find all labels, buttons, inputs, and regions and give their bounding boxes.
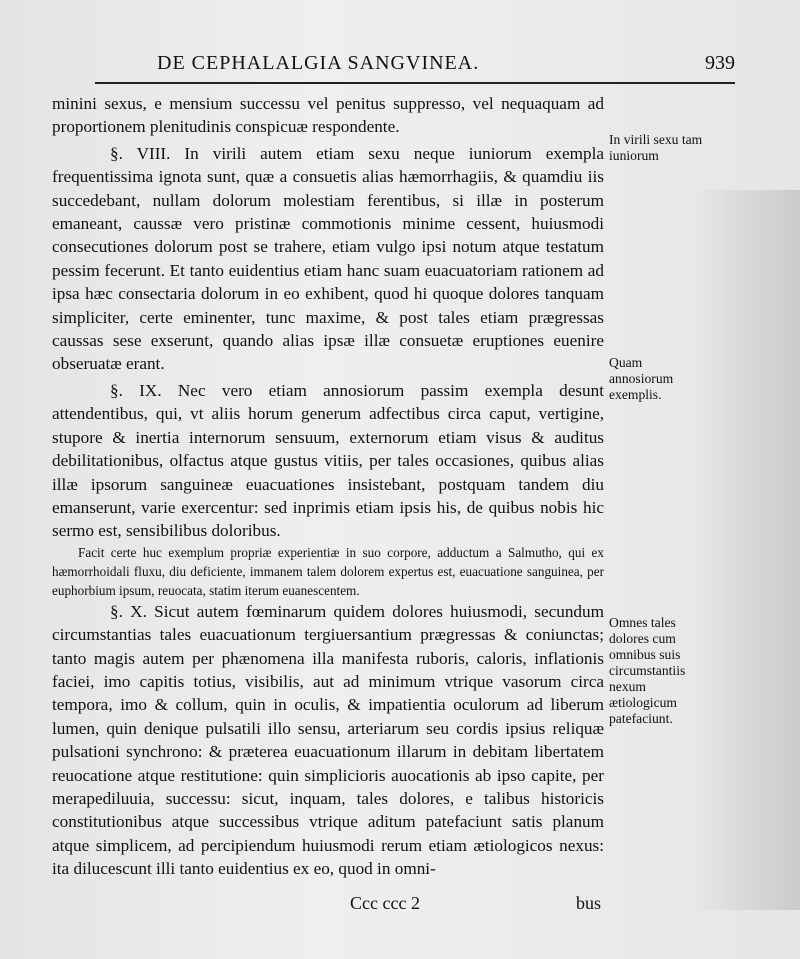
- main-text-column: [52, 92, 604, 881]
- margin-note-omnes: Omnes tales dolores cum omnibus suis circumstantiis nexum ætiologicum patefaciunt.: [609, 615, 686, 726]
- margin-note-annosiorum: Quam annosiorum exemplis.: [609, 355, 674, 402]
- paragraph-section-10: §. X. Sicut autem fœminarum quidem dolores huiusmodi, secundum circumstantias tales euacuationum tergiuersantium prægressas & coniunctas; tanto magis autem per phænomena illa manifesta ruboris, caloris, inflationis faciei, imo capitis totius, visibilis, aut ad minimum vtrique vasorum circa tempora, imo & collum, quin in oculis, & impatientia oculorum ad liberum lumen, quin denique pulsatili illo sensu, arteriarum seu cordis ipsius reliquæ pulsationi synchrono: & præterea euacuationum illarum in debitam libertatem reuocatione atque restitutione: quin simplicioris auocationis ab ipso capite, per merapediluuia, successu: sicut, inquam, tales dolores, e talibus historicis constitutionibus atque successibus vtrique aditum patefaciunt satis planum atque simplicem, ad percipiendum huiusmodi rerum etiam ætiologicos nexus: ita dilucescunt illi tanto euidentius ex eo, quod in omni-: [52, 601, 604, 879]
- paragraph-section-8: §. VIII. In virili autem etiam sexu neque iuniorum exempla frequentissima ignota sunt, quæ a consuetis alias hæmorrhagiis, & quamdiu iis succedebant, nullam dolorum molestiam ferentibus, si illæ in posterum emaneant, caussæ vero pristinæ commotionis minime cessent, huiusmodi consecutiones dolorum post se trahere, etiam vulgo ipsi notum atque testatum pessim fecerunt. Et tanto euidentius etiam hanc suam euacuatoriam rationem ad ipsa hæc consectaria dolorum in eo exhibent, quod hi quoque dolores tanquam simpliciter, certe eminenter, tunc maxime, & post tales etiam prægressas caussas sese exserunt, quando alias ipsæ illæ consuetæ eruptiones euenire obseruatæ erant.: [52, 143, 604, 374]
- paragraph-section-9: §. IX. Nec vero etiam annosiorum passim exempla desunt attendentibus, qui, vt aliis horum generum adfectibus circa caput, vertigine, stupore & inertia internorum sensuum, externorum etiam visus & auditus debilitationibus, olfactus atque gustus vitiis, per tales occasiones, quibus alias illæ ipsorum sanguineæ euacuationes insistebant, postquam tandem diu emanserunt, varie exercentur: sed inprimis etiam ipsis his, de quibus nobis hic sermo est, sensibilibus doloribus.: [52, 380, 604, 541]
- paragraph-continuation: minini sexus, e mensium successu vel penitus suppresso, vel nequaquam ad proportionem plenitudinis conspicuæ respondente.: [52, 94, 604, 137]
- margin-note-virili: In virili sexu tam iuniorum: [609, 132, 703, 163]
- footnote-salmuthus: Facit certe huc exemplum propriæ experientiæ in suo corpore, adductum a Salmutho, qui ex hæmorrhoidali fluxu, diu deficiente, immanem talem dolorem expertus est, euacuatione sanguinea, per euphorbium ipsum, reuocata, statim iterum euanescentem.: [52, 544, 604, 598]
- page-number: 939: [705, 52, 735, 74]
- running-title: DE CEPHALALGIA SANGVINEA.: [157, 52, 480, 74]
- catchword: bus: [576, 893, 602, 913]
- signature-mark: Ccc ccc 2: [350, 893, 420, 913]
- running-header: [95, 52, 735, 84]
- bleed-through-shadow: [690, 190, 800, 910]
